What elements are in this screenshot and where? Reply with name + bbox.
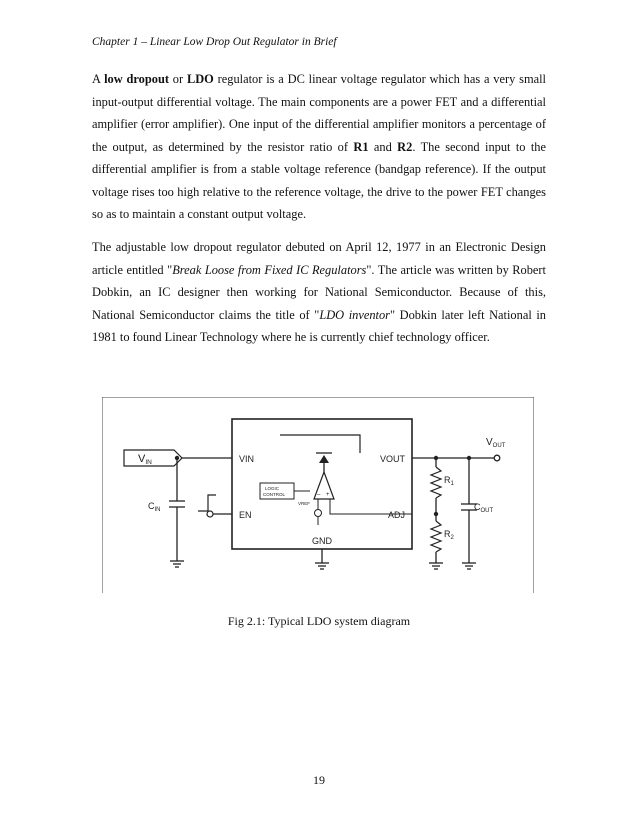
vout-label: $V_{OUT}$ xyxy=(486,437,506,449)
pin-vin-label: VIN xyxy=(239,454,255,464)
paragraph-ldo-history: The adjustable low dropout regulator debuted on April 12, 1977 in an Electronic Design article entitled "Break Loose from Fixed IC Regulators". The article was written by Robert Dobkin, an IC designer then working for National Semiconductor. Because of this, National Semiconductor claims the title of "LDO inventor" Dobkin later left National in 1981 to found Linear Technology where he is currently chief technology officer. xyxy=(92,240,547,344)
regulator-ic-box xyxy=(232,419,412,549)
ground-symbol-ic xyxy=(315,563,329,569)
r1-label: $R_1$ xyxy=(444,475,454,487)
pin-vout-label: VOUT xyxy=(380,454,406,464)
figure-caption: Fig 2.1: Typical LDO system diagram xyxy=(227,614,411,628)
running-header: Chapter 1 – Linear Low Drop Out Regulator in Brief xyxy=(92,36,337,48)
r2-label: $R_2$ xyxy=(444,529,454,541)
vin-input-box xyxy=(124,450,182,466)
vref-label: VREF xyxy=(298,501,311,506)
vout-terminal xyxy=(494,455,500,461)
cin-label: $C_{IN}$ xyxy=(148,501,161,513)
ldo-system-diagram xyxy=(102,397,534,593)
ground-symbol-cin xyxy=(170,561,184,567)
paragraph-ldo-definition: A low dropout or LDO regulator is a DC linear voltage regulator which has a very small input-output differential voltage. The main components are a power FET and a differential amplifier (error amplifier). One input of the differential amplifier monitors a percentage of the output, as determined by the resistor ratio of R1 and R2. The second input to the differential amplifier is from a stable voltage reference (bandgap reference). If the output voltage rises too high relative to the reference voltage, the drive to the power FET changes so as to maintain a constant output voltage. xyxy=(92,72,546,221)
ground-symbol-r2 xyxy=(429,563,443,569)
pass-fet-symbol xyxy=(319,455,329,463)
resistor-r2 xyxy=(431,521,441,552)
page-number: 19 xyxy=(313,773,325,787)
vin-label: VIN xyxy=(138,453,152,466)
pin-en-label: EN xyxy=(239,510,252,520)
pin-gnd-label: GND xyxy=(312,536,332,546)
svg-text:LOGIC: LOGIC xyxy=(265,486,280,491)
ground-symbol-cout xyxy=(462,563,476,569)
svg-text:–: – xyxy=(317,492,321,498)
svg-text:CONTROL: CONTROL xyxy=(263,492,286,497)
svg-text:+: + xyxy=(326,492,330,498)
resistor-r1 xyxy=(431,467,441,498)
pin-adj-label: ADJ xyxy=(388,510,406,520)
cout-label: $C_{OUT}$ xyxy=(474,502,494,514)
